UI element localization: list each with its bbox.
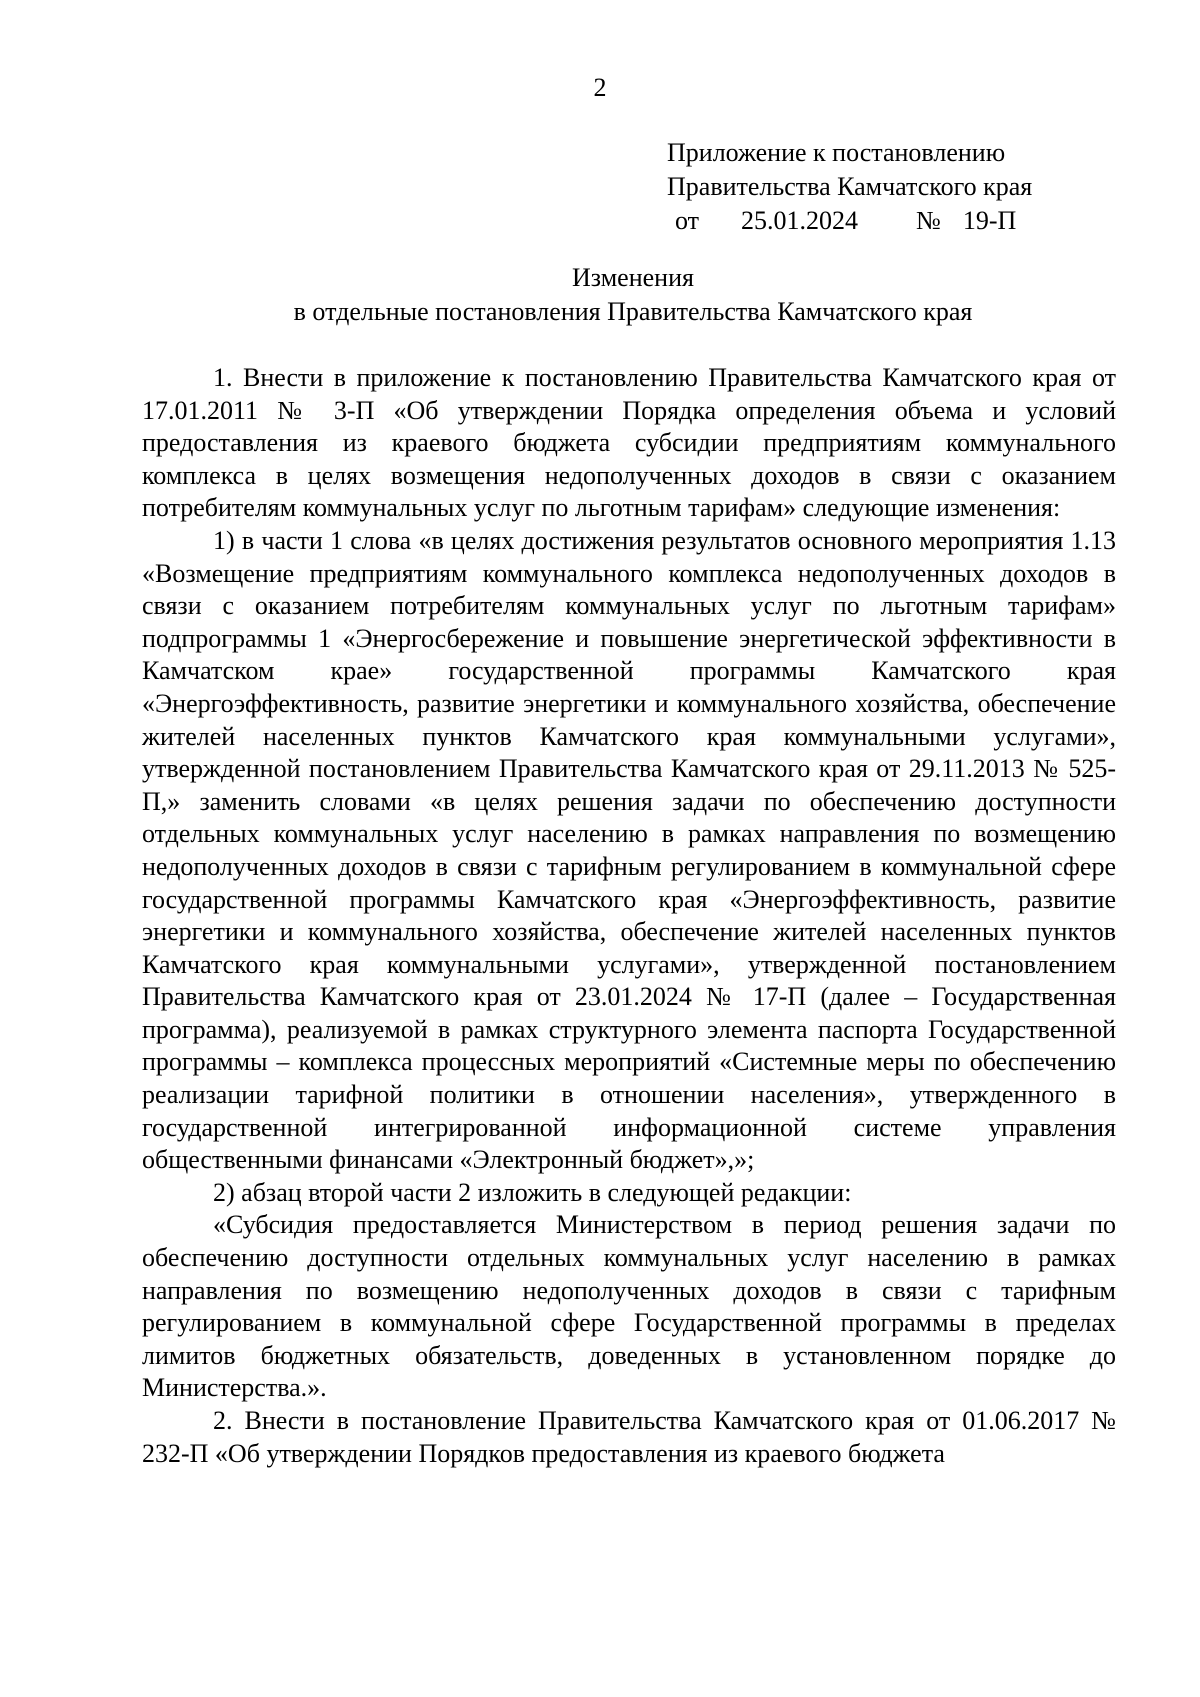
document-body	[142, 362, 1116, 1470]
paragraph-3: 2) абзац второй части 2 изложить в следующей редакции:	[213, 1177, 852, 1207]
annex-number: 19-П	[962, 206, 1017, 235]
annex-date: 25.01.2024	[741, 206, 859, 235]
document-title	[0, 261, 1200, 329]
title-line-2: в отдельные постановления Правительства Камчатского края	[293, 297, 973, 326]
paragraph-5: 2. Внести в постановление Правительства Камчатского края от 01.06.2017 № 232-П «Об утверждении Порядков предоставления из краевого бюджета	[142, 1406, 1116, 1468]
annex-line-1: Приложение к постановлению	[667, 138, 1006, 167]
annex-line-2: Правительства Камчатского края	[667, 172, 1033, 201]
annex-block	[667, 136, 1032, 238]
annex-from-label: от	[675, 206, 700, 235]
page-number: 2	[593, 73, 607, 102]
paragraph-1: 1. Внести в приложение к постановлению Правительства Камчатского края от 17.01.2011 № 3-П «Об утверждении Порядка определения объема и условий предоставления из краевого бюджета субсидии предприятиям коммунального комплекса в целях возмещения недополученных доходов в связи с оказанием потребителям коммунальных услуг по льготным тарифам» следующие изменения:	[142, 363, 1116, 523]
title-line-1: Изменения	[572, 263, 694, 292]
annex-date-line	[667, 204, 1032, 238]
paragraph-2: 1) в части 1 слова «в целях достижения результатов основного мероприятия 1.13 «Возмещение предприятиям коммунального комплекса недополученных доходов в связи с оказанием потребителям коммунальных услуг по льготным тарифам» подпрограммы 1 «Энергосбережение и повышение энергетической эффективности в Камчатском крае» государственной программы Камчатского края «Энергоэффективность, развитие энергетики и коммунального хозяйства, обеспечение жителей населенных пунктов Камчатского края коммунальными услугами», утвержденной постановлением Правительства Камчатского края от 29.11.2013 № 525-П,» заменить словами «в целях решения задачи по обеспечению доступности отдельных коммунальных услуг населению в рамках направления по возмещению недополученных доходов в связи с тарифным регулированием в коммунальной сфере государственной программы Камчатского края «Энергоэффективность, развитие энергетики и коммунального хозяйства, обеспечение жителей населенных пунктов Камчатского края коммунальными услугами», утвержденной постановлением Правительства Камчатского края от 23.01.2024 № 17-П (далее – Государственная программа), реализуемой в рамках структурного элемента паспорта Государственной программы – комплекса процессных мероприятий «Системные меры по обеспечению реализации тарифной политики в отношении населения», утвержденного в государственной интегрированной информационной системе управления общественными финансами «Электронный бюджет»,»;	[142, 525, 1116, 1175]
annex-number-sign: №	[916, 206, 941, 235]
paragraph-4: «Субсидия предоставляется Министерством в период решения задачи по обеспечению доступности отдельных коммунальных услуг населению в рамках направления по возмещению недополученных доходов в связи с тарифным регулированием в коммунальной сфере Государственной программы в пределах лимитов бюджетных обязательств, доведенных в установленном порядке до Министерства.».	[142, 1210, 1116, 1403]
